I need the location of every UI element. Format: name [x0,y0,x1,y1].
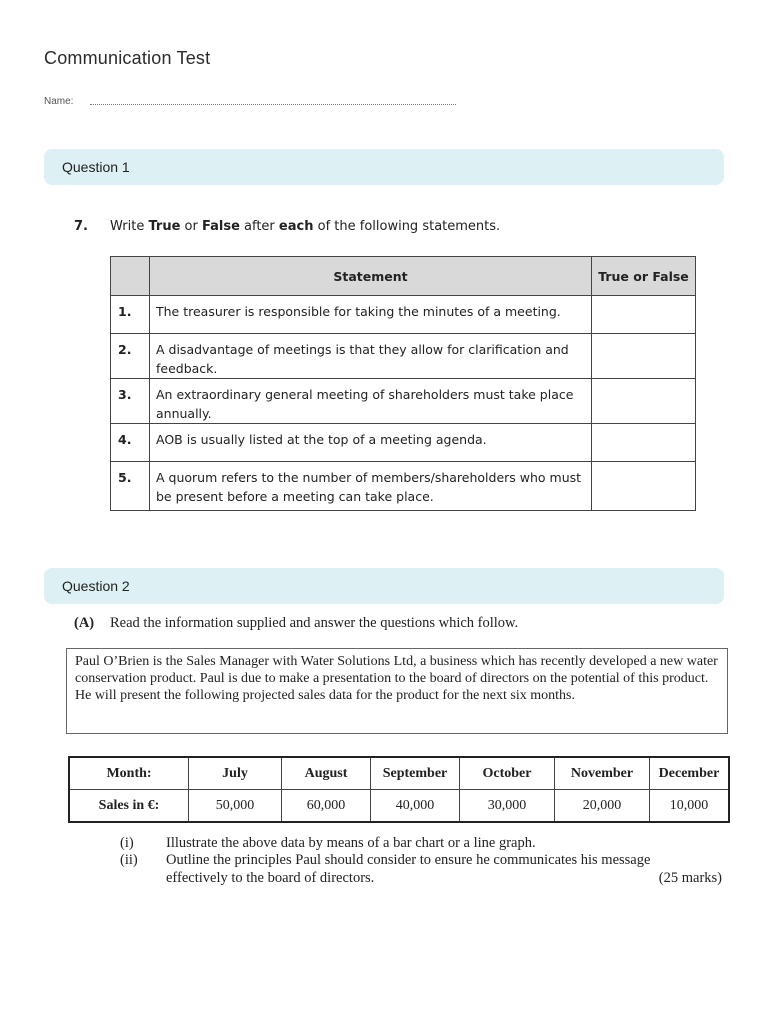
question-number: 7. [74,219,88,234]
sales-cell: 50,000 [189,790,282,823]
sales-cell: 10,000 [650,790,730,823]
answer-cell[interactable] [592,334,696,379]
row-number: 1. [111,296,150,334]
header-true-false: True or False [592,257,696,296]
sales-label: Sales in €: [69,790,189,823]
table-row [111,379,696,424]
table-row [111,334,696,379]
header-number [111,257,150,296]
month-cell: September [371,757,460,790]
answer-cell[interactable] [592,462,696,511]
table-row [111,424,696,462]
table-row [111,462,696,511]
row-number: 2. [111,334,150,379]
month-label: Month: [69,757,189,790]
sales-cell: 30,000 [460,790,555,823]
instruction-bold-true: True [148,219,181,234]
part-label: (A) [74,615,95,631]
month-cell: December [650,757,730,790]
header-statement: Statement [150,257,592,296]
subquestion-ii [120,852,650,869]
instruction-bold-each: each [278,219,314,234]
answer-cell[interactable] [592,296,696,334]
sales-cell: 60,000 [282,790,371,823]
month-cell: November [555,757,650,790]
sales-row [69,790,729,823]
month-cell: August [282,757,371,790]
row-number: 4. [111,424,150,462]
part-a-intro [74,615,518,632]
row-statement: AOB is usually listed at the top of a meeting agenda. [150,424,592,462]
subquestion-text: Outline the principles Paul should consider to ensure he communicates his message [166,852,651,868]
true-false-table [110,256,696,511]
row-number: 3. [111,379,150,424]
marks-label: (25 marks) [658,870,722,886]
subquestion-text: Illustrate the above data by means of a bar chart or a line graph. [166,835,536,851]
instruction-text: Write [110,219,149,234]
instruction-text: or [180,219,202,234]
subquestion-i [120,835,536,852]
sales-cell: 40,000 [371,790,460,823]
row-number: 5. [111,462,150,511]
row-statement: A quorum refers to the number of members/shareholders who must be present before a meeting can take place. [150,462,592,511]
intro-text: Read the information supplied and answer the questions which follow. [110,615,519,631]
page-title: Communication Test [44,48,211,68]
row-statement: An extraordinary general meeting of shareholders must take place annually. [150,379,592,424]
question-1-banner [44,149,724,185]
question-1-heading: Question 1 [62,159,130,175]
instruction-text: after [239,219,279,234]
sales-cell: 20,000 [555,790,650,823]
table-row [111,296,696,334]
month-cell: July [189,757,282,790]
month-cell: October [460,757,555,790]
row-statement: The treasurer is responsible for taking the minutes of a meeting. [150,296,592,334]
info-passage: Paul O’Brien is the Sales Manager with Water Solutions Ltd, a business which has recently developed a new water conservation product. Paul is due to make a presentation to the board of directors on the potential of this product. He will present the following projected sales data for the product for the next six months. [66,648,728,734]
name-field[interactable] [90,104,456,105]
answer-cell[interactable] [592,424,696,462]
row-statement: A disadvantage of meetings is that they allow for clarification and feedback. [150,334,592,379]
question-2-heading: Question 2 [62,578,130,594]
month-row [69,757,729,790]
instruction-text: of the following statements. [313,219,501,234]
subquestion-ii-continued: effectively to the board of directors. [166,870,375,886]
name-label: Name: [44,96,74,107]
question-2-banner [44,568,724,604]
sales-table [68,756,730,823]
subquestion-label: (ii) [120,852,138,868]
instruction-bold-false: False [201,219,240,234]
question-7-instruction [74,219,500,234]
answer-cell[interactable] [592,379,696,424]
subquestion-label: (i) [120,835,134,851]
table-header-row [111,257,696,296]
